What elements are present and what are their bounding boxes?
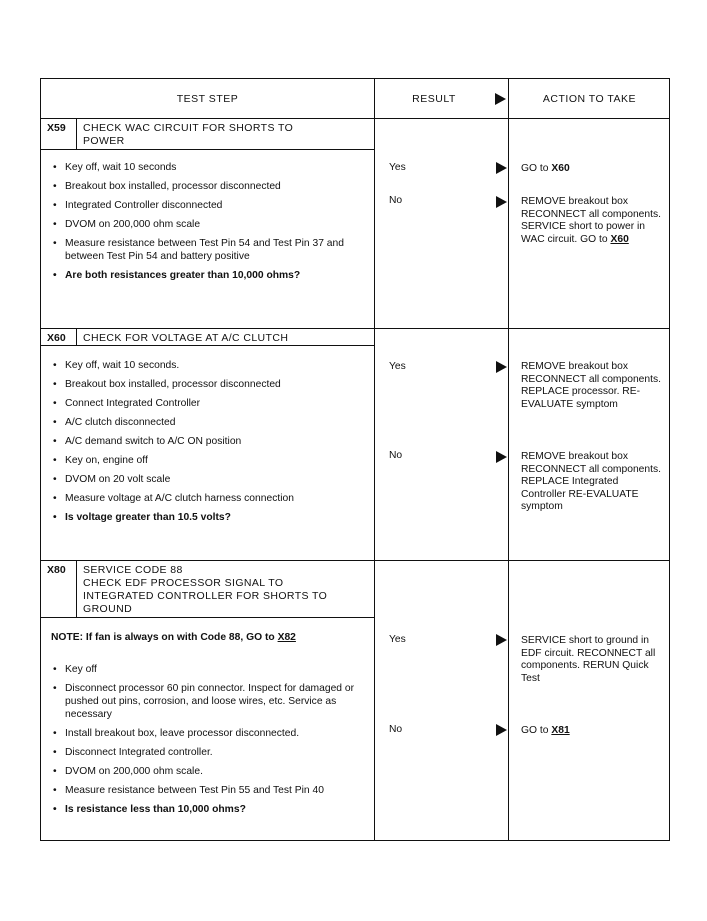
list-item: • DVOM on 20 volt scale: [41, 473, 371, 486]
x59-header: [41, 119, 299, 149]
header-arrow-icon: [495, 93, 506, 105]
diagnostic-table: [40, 78, 670, 841]
header-test-step: TEST STEP: [176, 93, 239, 105]
x80-no-action: GO to X81: [521, 725, 570, 736]
x80-steps: [41, 663, 371, 822]
list-item: • Key on, engine off: [41, 454, 371, 467]
header-action: ACTION TO TAKE: [542, 93, 637, 105]
x59-yes-label: Yes: [389, 162, 406, 173]
list-item: • Key off, wait 10 seconds.: [41, 359, 371, 372]
x60-no-arrow-icon: [496, 451, 507, 463]
x80-note: NOTE: If fan is always on with Code 88, GO to X82: [51, 632, 296, 643]
x59-yes-arrow-icon: [496, 162, 507, 174]
x80-yes-action: SERVICE short to ground in EDF circuit. RECONNECT all components. RERUN Quick Test: [521, 635, 656, 684]
list-item: • Key off, wait 10 seconds: [41, 161, 371, 174]
list-item: • Disconnect Integrated controller.: [41, 746, 371, 759]
list-item: • DVOM on 200,000 ohm scale.: [41, 765, 371, 778]
x60-no-action: REMOVE breakout box RECONNECT all components. REPLACE Integrated Controller RE-EVALUATE symptom: [521, 451, 662, 512]
x60-code: X60: [41, 329, 77, 345]
x80-no-label: No: [389, 724, 403, 735]
list-item: • A/C clutch disconnected: [41, 416, 371, 429]
list-item: • DVOM on 200,000 ohm scale: [41, 218, 371, 231]
x59-no-label: No: [389, 195, 403, 206]
x60-header: [41, 329, 294, 345]
list-item: • Measure voltage at A/C clutch harness connection: [41, 492, 371, 505]
list-item: • Breakout box installed, processor disconnected: [41, 378, 371, 391]
list-item: • Disconnect processor 60 pin connector. Inspect for damaged or pushed out pins, corrosion, and loose wires, etc. Service as necessary: [41, 682, 371, 721]
x60-title: CHECK FOR VOLTAGE AT A/C CLUTCH: [83, 332, 289, 344]
x59-no-action: REMOVE breakout box RECONNECT all components. SERVICE short to power in WAC circuit. GO to X60: [521, 196, 662, 245]
x80-title-box-bottom: [41, 617, 375, 618]
x59-code: X59: [41, 119, 77, 149]
list-item-question: • Are both resistances greater than 10,000 ohms?: [41, 269, 371, 282]
x60-yes-action: REMOVE breakout box RECONNECT all components. REPLACE processor. RE-EVALUATE symptom: [521, 361, 662, 410]
x59-yes-action: GO to X60: [521, 163, 570, 174]
x80-no-arrow-icon: [496, 724, 507, 736]
x60-yes-label: Yes: [389, 361, 406, 372]
x60-yes-arrow-icon: [496, 361, 507, 373]
x80-yes-label: Yes: [389, 634, 406, 645]
x80-yes-arrow-icon: [496, 634, 507, 646]
list-item-question: • Is voltage greater than 10.5 volts?: [41, 511, 371, 524]
list-item: • Connect Integrated Controller: [41, 397, 371, 410]
list-item-question: • Is resistance less than 10,000 ohms?: [41, 803, 371, 816]
x80-header: [41, 561, 333, 617]
x60-no-label: No: [389, 450, 403, 461]
list-item: • Install breakout box, leave processor disconnected.: [41, 727, 371, 740]
x60-steps: [41, 359, 371, 530]
x60-title-box-bottom: [41, 345, 375, 346]
x80-code: X80: [41, 561, 77, 617]
list-item: • Integrated Controller disconnected: [41, 199, 371, 212]
column-divider-action: [508, 79, 509, 840]
column-divider-result: [374, 79, 375, 840]
list-item: • Breakout box installed, processor disconnected: [41, 180, 371, 193]
x59-steps: [41, 161, 371, 288]
x80-title: SERVICE CODE 88 CHECK EDF PROCESSOR SIGNAL TO INTEGRATED CONTROLLER FOR SHORTS TO GROUND: [83, 564, 328, 615]
x59-title: CHECK WAC CIRCUIT FOR SHORTS TO POWER: [83, 122, 294, 147]
header-result: RESULT: [412, 93, 456, 105]
list-item: • A/C demand switch to A/C ON position: [41, 435, 371, 448]
list-item: • Measure resistance between Test Pin 55 and Test Pin 40: [41, 784, 371, 797]
list-item: • Key off: [41, 663, 371, 676]
list-item: • Measure resistance between Test Pin 54 and Test Pin 37 and between Test Pin 54 and battery positive: [41, 237, 371, 263]
x59-no-arrow-icon: [496, 196, 507, 208]
x59-title-box-bottom: [41, 149, 375, 150]
